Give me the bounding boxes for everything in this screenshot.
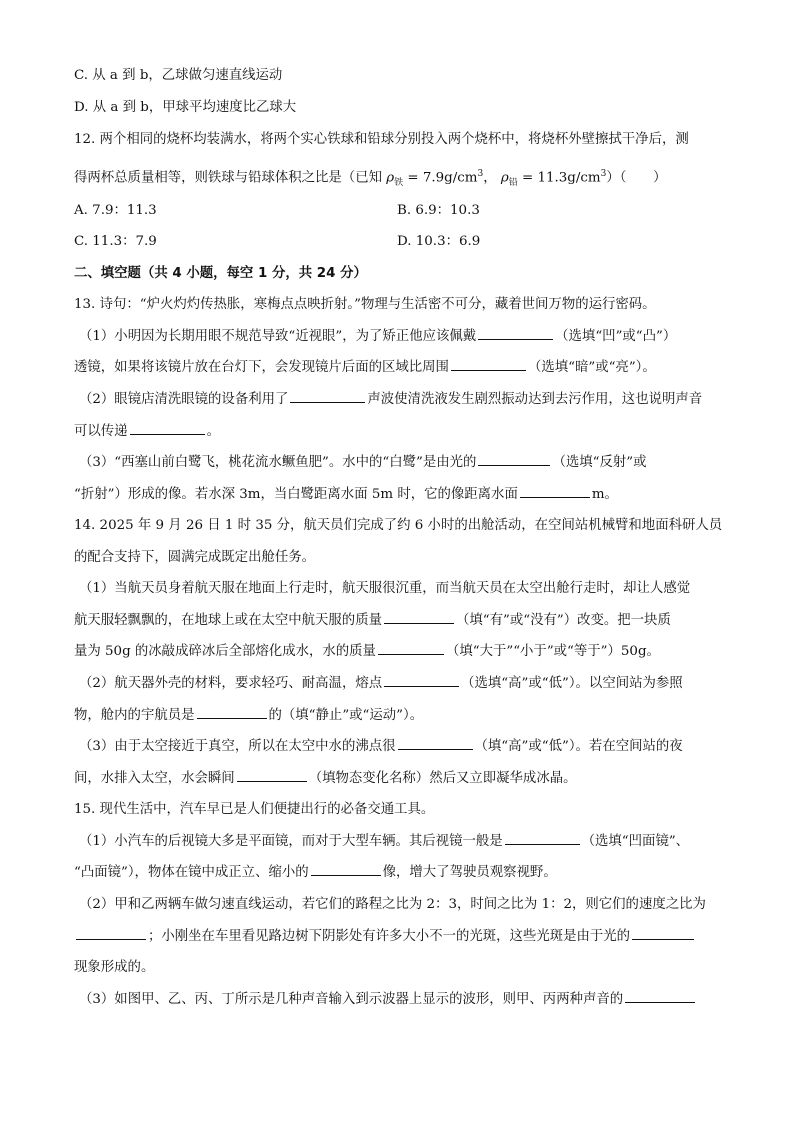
q12-option-d: D. 10.3：6.9 [397, 234, 481, 249]
q11-option-d: D. 从 a 到 b，甲球平均速度比乙球大 [74, 100, 297, 115]
rho-lead-value: = 11.3g/cm [517, 170, 601, 186]
answer-blank[interactable] [378, 640, 444, 655]
q14-part1-hint: （填“有”或“没有”）改变。把一块质 [455, 613, 671, 628]
q13-part3-line2 [74, 483, 618, 507]
q14-part1-text: 航天服轻飘飘的，在地球上或在太空中航天服的质量 [74, 613, 382, 628]
q14-part2-hint2: 的（填“静止”或“运动”）。 [268, 708, 424, 723]
rho-iron-subscript: 铁 [394, 178, 404, 189]
q13-part3-text2: “折射”）形成的像。若水深 3m，当白鹭距离水面 5m 时，它的像距离水面 [74, 487, 518, 502]
q15-part1-text3: 像，增大了驾驶员观察视野。 [382, 865, 557, 880]
q13-part3-unit: m。 [591, 487, 618, 502]
answer-blank[interactable] [130, 420, 205, 435]
q15-part3-text: （3）如图甲、乙、丙、丁所示是几种声音输入到示波器上显示的波形，则甲、丙两种声音的 [79, 992, 624, 1007]
answer-blank[interactable] [197, 704, 267, 719]
q13-stem: 13. 诗句：“炉火灼灼传热胀，寒梅点点映折射。”物理与生活密不可分，藏着世间万物的运行密码。 [74, 297, 656, 312]
q15-part2-text: ；小刚坐在车里看见路边树下阴影处有许多大小不一的光斑，这些光斑是由于光的 [148, 929, 631, 944]
q13-part3-hint: （选填“反射”或 [552, 455, 647, 470]
answer-blank[interactable] [478, 325, 553, 340]
q14-part1-text2: 量为 50g 的冰敲成碎冰后全部熔化成水，水的质量 [74, 644, 376, 659]
q13-part3-line1 [79, 451, 647, 475]
q14-part1-line3 [74, 640, 660, 664]
q14-part2-line2 [74, 704, 423, 728]
q14-part3-line1 [79, 735, 683, 759]
q12-option-a: A. 7.9：11.3 [74, 203, 157, 218]
answer-blank[interactable] [505, 830, 580, 845]
rho-lead-symbol: ρ [500, 170, 509, 186]
q14-part2-hint: （选填“高”或“低”）。以空间站为参照 [461, 676, 683, 691]
formula-separator: ， [483, 170, 497, 186]
q13-part2-line2 [74, 420, 220, 444]
answer-blank[interactable] [632, 925, 694, 940]
q15-part2-line1: （2）甲和乙两辆车做匀速直线运动，若它们的路程之比为 2：3，时间之比为 1：2，则它们的速度之比为 [79, 897, 706, 912]
q12-stem-line2 [74, 162, 667, 195]
q14-stem-line2: 的配合支持下，圆满完成既定出舱任务。 [74, 550, 316, 565]
q15-part3-line1 [79, 988, 697, 1012]
q13-part1-hint: （选填“凹”或“凸”） [555, 329, 677, 344]
q15-part1-hint: （选填“凹面镜”、 [581, 834, 690, 849]
answer-blank[interactable] [451, 356, 526, 371]
q12-stem-line1: 12. 两个相同的烧杯均装满水，将两个实心铁球和铅球分别投入两个烧杯中，将烧杯外壁擦拭干净后，测 [74, 132, 689, 147]
q12-stem-text: 得两杯总质量相等，则铁球与铅球体积之比是（已知 [74, 170, 387, 186]
q13-part1-line1 [79, 325, 676, 349]
q14-part3-hint: （填“高”或“低”）。若在空间站的夜 [474, 739, 683, 754]
answer-blank[interactable] [311, 861, 381, 876]
rho-iron-value: = 7.9g/cm [403, 170, 478, 186]
rho-iron-symbol: ρ [386, 170, 395, 186]
q12-option-b: B. 6.9：10.3 [397, 203, 480, 218]
q14-part3-text2: 间，水排入太空，水会瞬间 [74, 771, 235, 786]
q15-part2-line2 [74, 925, 696, 949]
q14-part3-line2 [74, 767, 577, 791]
answer-blank[interactable] [76, 925, 146, 940]
answer-blank[interactable] [478, 451, 550, 466]
q13-part2-text: （2）眼镜店清洗眼镜的设备利用了 [79, 392, 289, 407]
q13-part1-hint2: （选填“暗”或“亮”）。 [527, 360, 656, 375]
answer-blank[interactable] [520, 483, 590, 498]
section-title: 二、填空题（共 4 小题，每空 1 分，共 24 分） [74, 266, 367, 281]
answer-blank[interactable] [625, 988, 695, 1003]
answer-blank[interactable] [384, 609, 454, 624]
rho-lead-exponent: 3 [600, 169, 607, 179]
q11-option-c: C. 从 a 到 b，乙球做匀速直线运动 [74, 68, 283, 83]
q13-part3-text: （3）“西塞山前白鹭飞，桃花流水鳜鱼肥”。水中的“白鹭”是由光的 [79, 455, 477, 470]
q13-part1-text: （1）小明因为长期用眼不规范导致“近视眼”，为了矫正他应该佩戴 [79, 329, 477, 344]
q13-part2-end: 。 [206, 424, 220, 439]
q14-part2-text: （2）航天器外壳的材料，要求轻巧、耐高温，熔点 [79, 676, 383, 691]
answer-blank[interactable] [398, 735, 473, 750]
q14-part1-line1: （1）当航天员身着航天服在地面上行走时，航天服很沉重，而当航天员在太空出舱行走时，却让人感觉 [79, 581, 691, 596]
rho-iron-exponent: 3 [477, 169, 484, 179]
q15-part1-line2 [74, 861, 557, 885]
q13-part1-line2 [74, 356, 656, 380]
q15-stem: 15. 现代生活中，汽车早已是人们便捷出行的必备交通工具。 [74, 802, 435, 817]
q14-part2-text2: 物，舱内的宇航员是 [74, 708, 195, 723]
q13-part2-text3: 可以传递 [74, 424, 128, 439]
q14-part3-hint2: （填物态变化名称）然后又立即凝华成冰晶。 [308, 771, 577, 786]
q15-part1-text: （1）小汽车的后视镜大多是平面镜，而对于大型车辆。其后视镜一般是 [79, 834, 503, 849]
q14-stem-line1: 14. 2025 年 9 月 26 日 1 时 35 分，航天员们完成了约 6 小时的出舱活动，在空间站机械臂和地面科研人员 [74, 518, 723, 533]
q13-part2-text2: 声波使清洗液发生剧烈振动达到去污作用，这也说明声音 [367, 392, 703, 407]
q14-part2-line1 [79, 672, 683, 696]
q15-part2-line3: 现象形成的。 [74, 960, 155, 975]
answer-blank[interactable] [237, 767, 307, 782]
q12-option-c: C. 11.3：7.9 [74, 234, 157, 249]
q14-part3-text: （3）由于太空接近于真空，所以在太空中水的沸点很 [79, 739, 396, 754]
answer-blank[interactable] [384, 672, 459, 687]
q14-part1-hint2: （填“大于”“小于”或“等于”）50g。 [445, 644, 660, 659]
q14-part1-line2 [74, 609, 671, 633]
q12-answer-bracket: ）（ ） [606, 170, 667, 186]
q15-part1-text2: “凸面镜”），物体在镜中成正立、缩小的 [74, 865, 309, 880]
q15-part1-line1 [79, 830, 689, 854]
q13-part1-text2: 透镜，如果将该镜片放在台灯下，会发现镜片后面的区域比周围 [74, 360, 449, 375]
rho-lead-subscript: 铅 [508, 178, 518, 189]
answer-blank[interactable] [290, 388, 365, 403]
q13-part2-line1 [79, 388, 702, 412]
